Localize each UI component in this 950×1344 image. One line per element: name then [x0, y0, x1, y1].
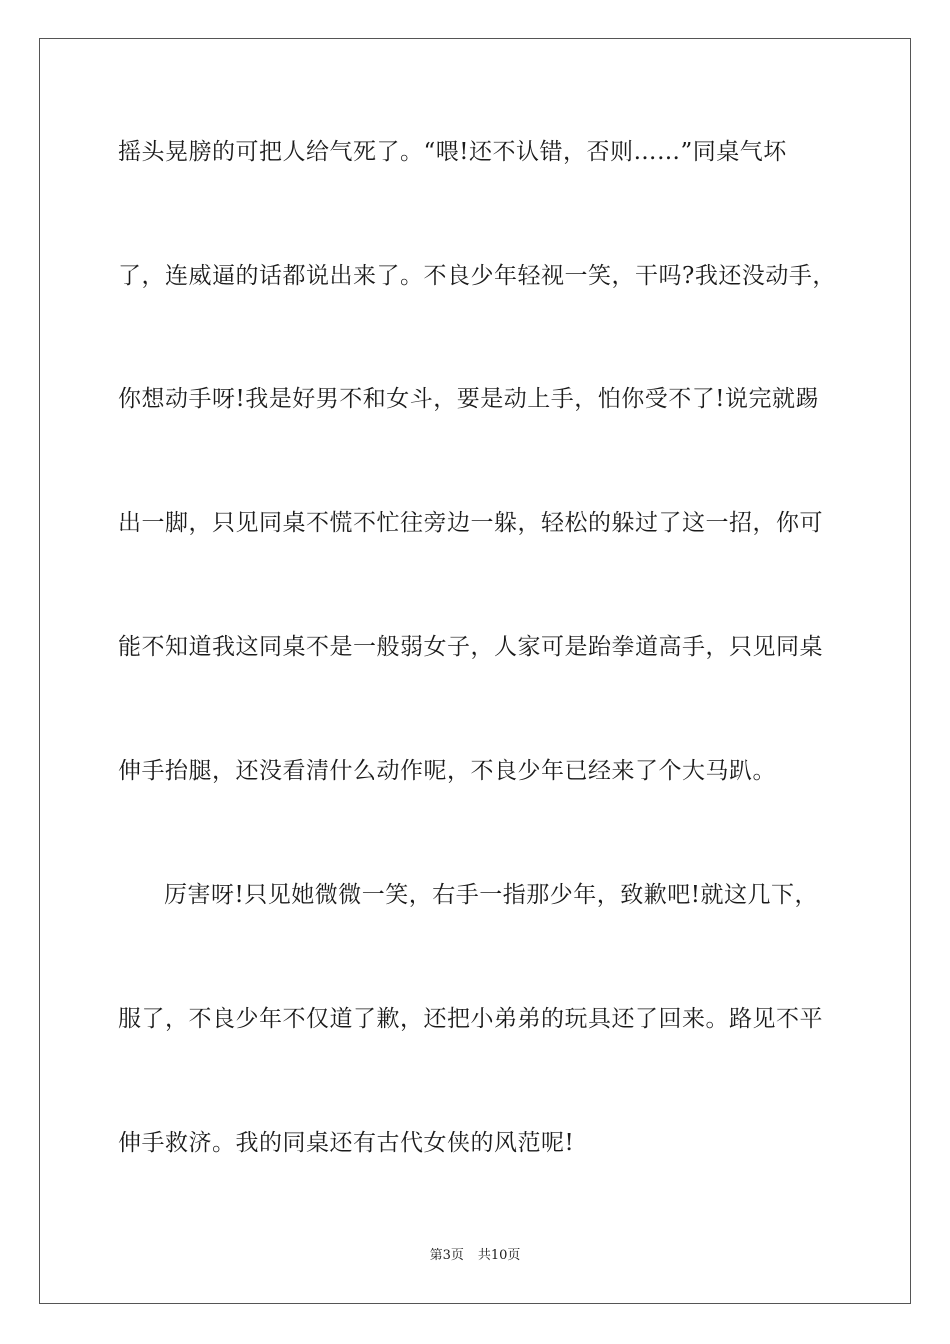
text-line-2: 了，连威逼的话都说出来了。不良少年轻视一笑，干吗?我还没动手，: [118, 263, 836, 289]
page-total: 共10页: [477, 1248, 521, 1263]
page-border: [39, 38, 911, 1304]
text-line-1: 摇头晃膀的可把人给气死了。“喂!还不认错，否则……”同桌气坏: [118, 139, 787, 165]
text-line-6: 伸手抬腿，还没看清什么动作呢，不良少年已经来了个大马趴。: [118, 758, 776, 784]
text-line-4: 出一脚，只见同桌不慌不忙往旁边一躲，轻松的躲过了这一招，你可: [118, 510, 823, 536]
text-line-5: 能不知道我这同桌不是一般弱女子，人家可是跆拳道高手，只见同桌: [118, 634, 823, 660]
page-footer: [0, 1246, 950, 1266]
text-line-8: 服了，不良少年不仅道了歉，还把小弟弟的玩具还了回来。路见不平: [118, 1006, 823, 1032]
text-line-9: 伸手救济。我的同桌还有古代女侠的风范呢!: [118, 1130, 575, 1156]
page-number: 第3页: [429, 1248, 464, 1263]
text-line-3: 你想动手呀!我是好男不和女斗，要是动上手，怕你受不了!说完就踢: [118, 386, 819, 412]
text-line-7-paragraph-start: 厉害呀!只见她微微一笑，右手一指那少年，致歉吧!就这几下，: [164, 882, 818, 908]
